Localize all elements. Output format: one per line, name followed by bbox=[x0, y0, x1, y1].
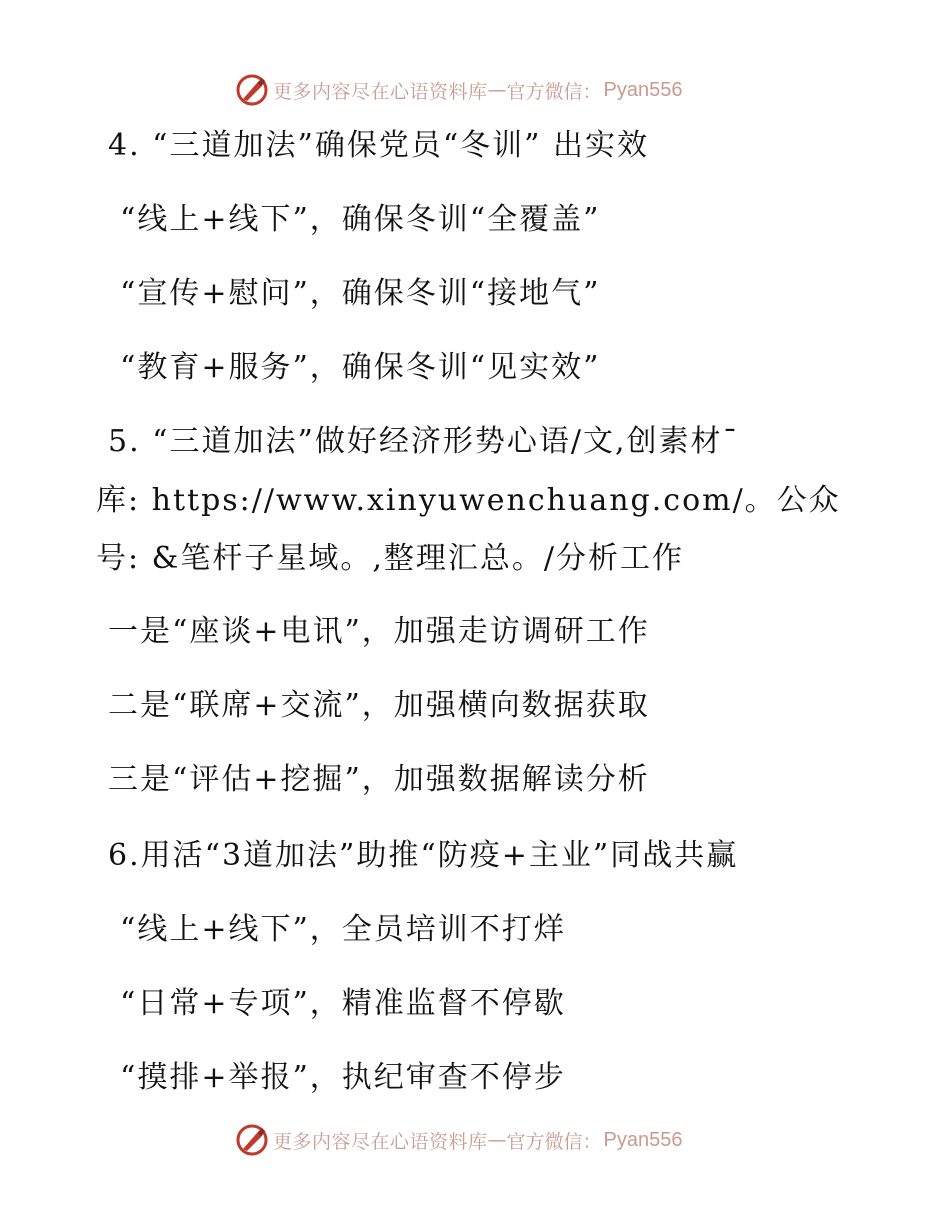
pen-logo-icon bbox=[235, 1123, 269, 1157]
list-item: “线上+线下”，全员培训不打烊 bbox=[120, 912, 566, 947]
footer-watermark bbox=[235, 1122, 683, 1158]
list-item: “教育+服务”，确保冬训“见实效” bbox=[120, 350, 601, 385]
watermark-separator: — bbox=[487, 79, 507, 101]
section-5-heading: 5. “三道加法”做好经济形势心语/文,创素材¯ bbox=[108, 424, 740, 459]
watermark-text: 更多内容尽在心语资料库 bbox=[273, 80, 488, 103]
list-item: “摸排+举报”，执纪审查不停步 bbox=[120, 1060, 566, 1095]
list-item: 三是“评估+挖掘”，加强数据解读分析 bbox=[108, 762, 650, 797]
paragraph-line: 库: https://www.xinyuwenchuang.com/。公众 bbox=[96, 483, 841, 518]
watermark-text: 更多内容尽在心语资料库 bbox=[273, 1130, 488, 1153]
list-item: “线上+线下”，确保冬训“全覆盖” bbox=[120, 202, 601, 237]
section-4-heading: 4. “三道加法”确保党员“冬训” 出实效 bbox=[108, 128, 650, 163]
list-item: “宣传+慰问”，确保冬训“接地气” bbox=[120, 276, 601, 311]
watermark-wechat-id: Pyan556 bbox=[603, 78, 683, 101]
watermark-official-label: 官方微信： bbox=[506, 80, 602, 103]
header-watermark bbox=[235, 72, 683, 108]
paragraph-line: 号: &笔杆子星域。,整理汇总。/分析工作 bbox=[96, 541, 684, 576]
watermark-official-label: 官方微信： bbox=[506, 1130, 602, 1153]
list-item: “日常+专项”，精准监督不停歇 bbox=[120, 986, 566, 1021]
list-item: 一是“座谈+电讯”，加强走访调研工作 bbox=[108, 614, 650, 649]
section-6-heading: 6.用活“3道加法”助推“防疫+主业”同战共赢 bbox=[108, 838, 739, 873]
watermark-separator: — bbox=[487, 1129, 507, 1151]
list-item: 二是“联席+交流”，加强横向数据获取 bbox=[108, 688, 650, 723]
watermark-wechat-id: Pyan556 bbox=[603, 1128, 683, 1151]
pen-logo-icon bbox=[235, 73, 269, 107]
